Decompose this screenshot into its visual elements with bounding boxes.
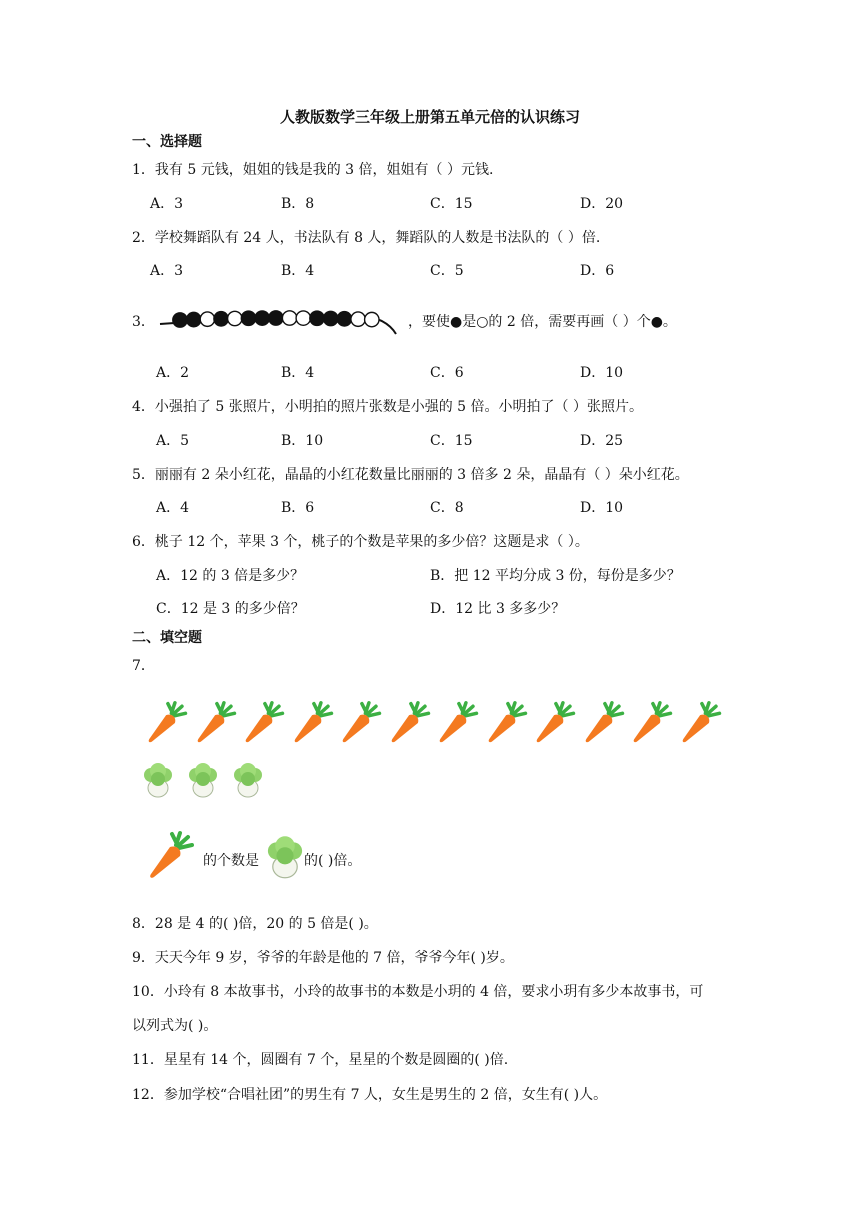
question-7-number: 7． (132, 658, 155, 674)
q7-text-b: 的( )倍。 (304, 853, 362, 869)
black-bead (337, 312, 351, 326)
question-8: 8．28 是 4 的( )倍，20 的 5 倍是( )。 (132, 916, 378, 932)
black-bead (187, 312, 201, 326)
q1-option-c[interactable]: C．15 (430, 196, 473, 212)
question-5: 5．丽丽有 2 朵小红花，晶晶的小红花数量比丽丽的 3 倍多 2 朵，晶晶有（ ）朵小红花。 (132, 467, 689, 483)
carrot-icon (194, 700, 238, 746)
page-title: 人教版数学三年级上册第五单元倍的认识练习 (279, 108, 580, 126)
carrot-icon (533, 700, 577, 746)
q5-option-c[interactable]: C．8 (430, 500, 464, 516)
question-12: 12．参加学校“合唱社团”的男生有 7 人，女生是男生的 2 倍，女生有( )人。 (132, 1087, 608, 1103)
q4-option-b[interactable]: B．10 (281, 433, 324, 449)
white-bead (365, 312, 379, 326)
carrot-icon (630, 700, 674, 746)
q6-option-b[interactable]: B．把 12 平均分成 3 份，每份是多少？ (430, 568, 681, 584)
carrot-icon (145, 700, 189, 746)
q2-option-d[interactable]: D．6 (580, 263, 615, 279)
carrot-icon (146, 826, 196, 886)
question-10-line-1: 10．小玲有 8 本故事书，小玲的故事书的本数是小玥的 4 倍，要求小玥有多少本故事书，可 (132, 984, 704, 1000)
q7-text-a: 的个数是 (203, 853, 259, 869)
carrot-icon (388, 700, 432, 746)
cabbage-icon (185, 758, 221, 802)
q1-option-a[interactable]: A．3 (150, 196, 184, 212)
black-bead (324, 311, 338, 325)
section-heading-fill: 二、填空题 (132, 630, 202, 646)
q3-option-c[interactable]: C．6 (430, 365, 464, 381)
cabbage-icon (140, 758, 176, 802)
q2-option-c[interactable]: C．5 (430, 263, 464, 279)
q4-option-c[interactable]: C．15 (430, 433, 473, 449)
q4-option-a[interactable]: A．5 (156, 433, 190, 449)
question-4: 4．小强拍了 5 张照片，小明拍的照片张数是小强的 5 倍。小明拍了（ ）张照片。 (132, 399, 643, 415)
q3-option-a[interactable]: A．2 (156, 365, 190, 381)
black-bead (269, 311, 283, 325)
q5-option-d[interactable]: D．10 (580, 500, 624, 516)
cabbage-icon (230, 758, 266, 802)
black-bead (255, 311, 269, 325)
carrot-icon (291, 700, 335, 746)
white-bead (282, 311, 296, 325)
question-2: 2．学校舞蹈队有 24 人，书法队有 8 人，舞蹈队的人数是书法队的（ ）倍. (132, 230, 601, 246)
white-bead (351, 312, 365, 326)
carrot-icon (679, 700, 723, 746)
q1-option-b[interactable]: B．8 (281, 196, 315, 212)
q2-option-a[interactable]: A．3 (150, 263, 184, 279)
question-3-number: 3． (132, 314, 155, 330)
q6-option-d[interactable]: D．12 比 3 多多少？ (430, 601, 566, 617)
bead-string-icon (158, 302, 398, 338)
question-3: ，要使●是○的 2 倍，需要再画（ ）个●。 (408, 314, 677, 330)
q5-option-b[interactable]: B．6 (281, 500, 315, 516)
cabbage-icon (263, 829, 307, 885)
white-bead (228, 311, 242, 325)
q1-option-d[interactable]: D．20 (580, 196, 624, 212)
white-bead (296, 311, 310, 325)
q5-option-a[interactable]: A．4 (156, 500, 190, 516)
q2-option-b[interactable]: B．4 (281, 263, 315, 279)
black-bead (241, 311, 255, 325)
q6-option-a[interactable]: A．12 的 3 倍是多少？ (156, 568, 305, 584)
carrot-icon (485, 700, 529, 746)
carrot-icon (242, 700, 286, 746)
q3-option-d[interactable]: D．10 (580, 365, 624, 381)
question-9: 9．天天今年 9 岁，爷爷的年龄是他的 7 倍，爷爷今年( )岁。 (132, 950, 514, 966)
q3-option-b[interactable]: B．4 (281, 365, 315, 381)
question-1: 1．我有 5 元钱，姐姐的钱是我的 3 倍，姐姐有（ ）元钱. (132, 162, 494, 178)
carrot-icon (436, 700, 480, 746)
black-bead (310, 311, 324, 325)
black-bead (214, 312, 228, 326)
question-6: 6．桃子 12 个，苹果 3 个，桃子的个数是苹果的多少倍？这题是求（ ）。 (132, 534, 589, 550)
question-11: 11．星星有 14 个，圆圈有 7 个，星星的个数是圆圈的( )倍. (132, 1052, 509, 1068)
carrot-icon (582, 700, 626, 746)
question-10-line-2: 以列式为( )。 (132, 1018, 218, 1034)
q4-option-d[interactable]: D．25 (580, 433, 624, 449)
black-bead (173, 313, 187, 327)
section-heading-choice: 一、选择题 (132, 134, 202, 150)
carrot-icon (339, 700, 383, 746)
white-bead (200, 312, 214, 326)
q6-option-c[interactable]: C．12 是 3 的多少倍？ (156, 601, 305, 617)
